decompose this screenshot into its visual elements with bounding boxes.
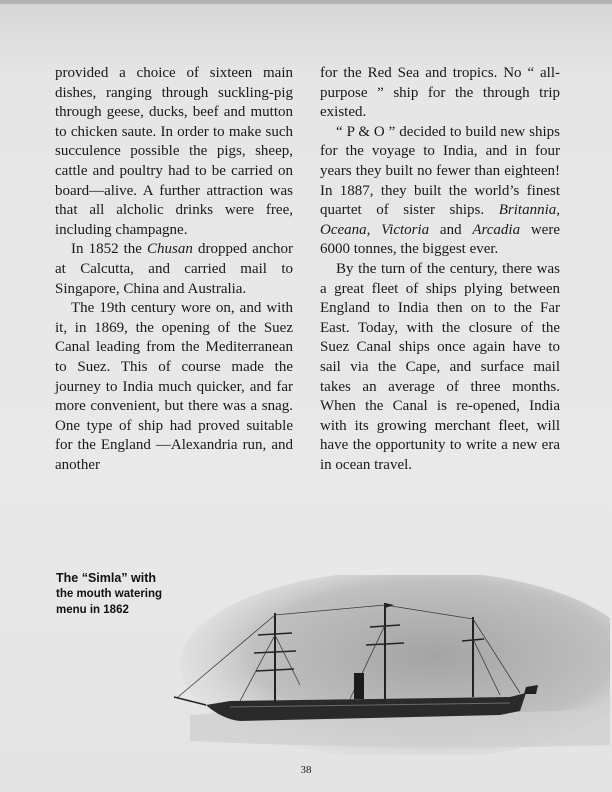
left-paragraph-1: provided a choice of sixteen main dishes, ranging through suckling-pig through geese, ducks, beef and mutton to chicken saute. In order to make such succulence possible the pigs, sheep, cattle and poultry had to be carried on board—alive. A further attraction was that all alcholic drinks were free, including champagne.	[55, 65, 293, 238]
left-p2-text-b: dropped anchor at Calcutta, and carried mail to Singapore, China and Australia.	[55, 241, 293, 297]
top-edge	[0, 0, 612, 4]
right-column	[320, 64, 560, 475]
right-p2-text-b: were 6000 tonnes, the biggest ever.	[320, 221, 560, 258]
left-paragraph-3: The 19th century wore on, and with it, in 1869, the opening of the Suez Canal leading from the Mediterranean to Suez. This of course made the journey to India much quicker, and far more convenient, but there was a snag. One type of ship had proved suitable for the England —Alexandria run, and another	[55, 300, 293, 473]
ship-illustration	[170, 575, 610, 755]
caption-line-1: The “Simla” with	[56, 571, 157, 585]
right-paragraph-2	[320, 123, 560, 260]
right-p2-text-a: “ P & O ” decided to build new ships for the voyage to India, and in four years they built no fewer than eighteen! In 1887, they built the world’s finest quartet of sister ships.	[320, 123, 560, 219]
right-paragraph-1: for the Red Sea and tropics. No “ all-purpose ” ship for the through trip existed.	[320, 65, 560, 121]
ship-funnel	[354, 673, 364, 699]
ship-name-chusan: Chusan	[147, 241, 193, 258]
left-paragraph-2	[55, 240, 293, 299]
ship-names-quartet: Britannia, Oceana, Victoria	[320, 202, 560, 238]
right-paragraph-3: By the turn of the century, there was a great fleet of ships plying between England to India then on to the Far East. Today, with the closure of the Suez Canal ships once again have to sail via the Cape, and surface mail takes an average of three months. When the Canal is re-opened, India with its growing merchant fleet, will have the opportunity to write a new era in ocean travel.	[320, 260, 560, 473]
caption-line-3: menu in 1862	[56, 604, 129, 616]
left-p2-text-a: In 1852 the	[71, 241, 148, 258]
right-p2-and: and	[429, 221, 473, 238]
page-number: 38	[300, 764, 312, 776]
left-column	[55, 64, 293, 475]
caption-line-2: the mouth watering	[56, 588, 163, 600]
ship-name-arcadia: Arcadia	[472, 221, 521, 238]
